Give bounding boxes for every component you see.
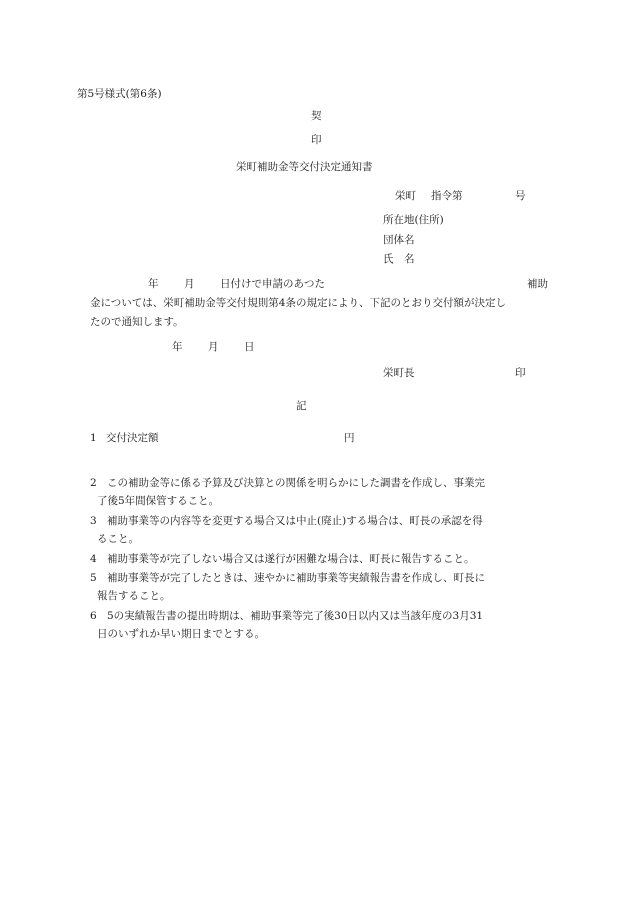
amount-label: 交付決定額 [106,432,159,444]
condition-5-number: 5 [90,572,97,584]
condition-6-number: 6 [90,610,97,622]
signer-seal: 印 [515,367,526,379]
condition-3-line2: ること。 [97,533,139,545]
condition-3-line1: 補助事業等の内容等を変更する場合又は中止(廃止)する場合は、町長の承認を得 [107,515,483,527]
condition-3-number: 3 [90,515,97,527]
addressee-name: 氏 名 [383,253,415,265]
date-year: 年 [172,341,183,353]
seal-mark-in: 印 [311,134,322,146]
ki-heading: 記 [296,400,307,412]
signer-title: 栄町長 [383,367,415,379]
condition-4-number: 4 [90,553,97,565]
body-year: 年 [148,278,159,290]
issue-number-label: 指令第 [431,190,463,202]
amount-number: 1 [90,432,97,444]
condition-2-number: 2 [90,477,97,489]
issue-number-suffix: 号 [515,190,526,202]
date-month: 月 [208,341,219,353]
amount-unit: 円 [344,432,355,444]
condition-5-line1: 補助事業等が完了したときは、速やかに補助事業等実績報告書を作成し、町長に [107,572,485,584]
body-line-3: たので通知します。 [90,316,184,328]
addressee-organization: 団体名 [383,234,415,246]
body-line-2: 金については、栄町補助金等交付規則第4条の規定により、下記のとおり交付額が決定し [90,297,506,309]
document-title: 栄町補助金等交付決定通知書 [236,161,373,173]
condition-2-line2: 了後5年間保管すること。 [97,495,220,507]
condition-5-line2: 報告すること。 [97,590,171,602]
issue-number-prefix: 栄町 [395,190,416,202]
date-day: 日 [244,341,255,353]
seal-mark-kei: 契 [311,110,322,122]
condition-2-line1: この補助金等に係る予算及び決算との関係を明らかにした調書を作成し、事業完 [107,477,485,489]
condition-4-line1: 補助事業等が完了しない場合又は遂行が困難な場合は、町長に報告すること。 [107,553,475,565]
addressee-address: 所在地(住所) [383,214,444,226]
condition-6-line1: 5の実績報告書の提出時期は、補助事業等完了後30日以内又は当該年度の3月31 [107,610,484,622]
form-number: 第5号様式(第6条) [77,88,162,100]
body-hojo: 補助 [527,278,548,290]
condition-6-line2: 日のいずれか早い期日までとする。 [97,628,265,640]
body-date-phrase: 日付けで申請のあつた [220,278,325,290]
body-month: 月 [184,278,195,290]
